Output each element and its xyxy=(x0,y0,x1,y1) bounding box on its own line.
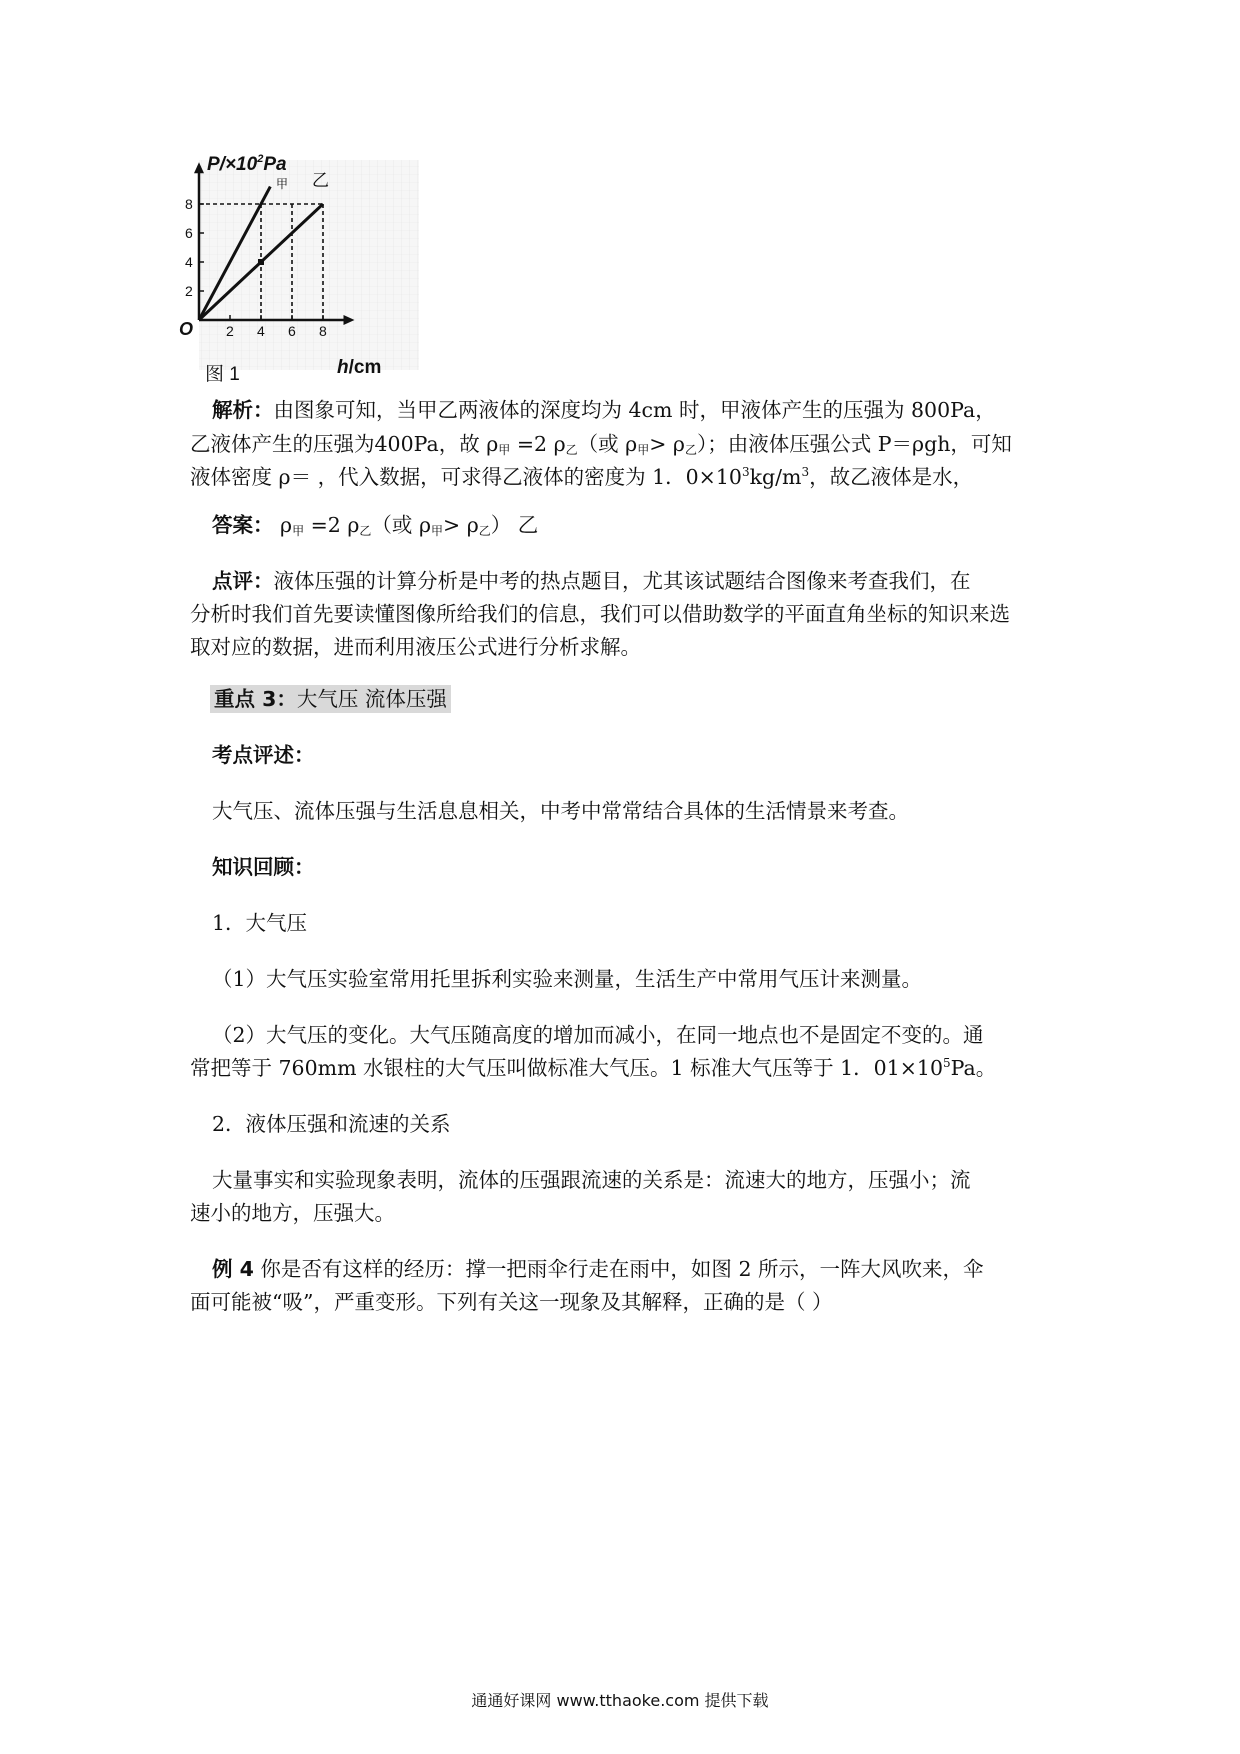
series-label-yi: 乙 xyxy=(312,171,329,190)
y-axis-title: $P/\times 10^2Pa$ xyxy=(207,153,287,175)
y-tick-label: 2 xyxy=(185,283,193,299)
analysis-label: 解析： xyxy=(212,398,274,422)
comment-line-1: 点评：液体压强的计算分析是中考的热点题目，尤其该试题结合图像来考查我们，在 xyxy=(212,569,971,593)
example-line-1: 例 4 你是否有这样的经历：撑一把雨伞行走在雨中，如图 2 所示，一阵大风吹来，伞 xyxy=(212,1257,984,1281)
y-tick-label: 8 xyxy=(185,196,193,212)
y-tick-label: 4 xyxy=(185,254,193,270)
analysis-line-3: 液体密度 ρ＝ ，代入数据，可求得乙液体的密度为 1．$0\times 10^3kg/m^3$，故乙液体是水， xyxy=(190,465,974,489)
knowledge-heading: 知识回顾： xyxy=(212,855,315,879)
item-2-line-2: 速小的地方，压强大。 xyxy=(190,1201,395,1225)
page-footer: 通通好课网 www.tthaoke.com 提供下载 xyxy=(471,1691,769,1710)
origin-label: O xyxy=(179,319,194,339)
y-tick-label: 6 xyxy=(185,225,193,241)
x-tick-label: 2 xyxy=(226,323,234,339)
section-heading: 重点 3：大气压 流体压强 xyxy=(210,684,451,714)
analysis-line-1: 解析：由图象可知，当甲乙两液体的深度均为 4cm 时，甲液体产生的压强为 800Pa， xyxy=(212,398,996,422)
item-1-2-line-2: 常把等于 760mm 水银柱的大气压叫做标准大气压。1 标准大气压等于 1．$01\times 10^5Pa$。 xyxy=(190,1056,997,1080)
data-point-marker xyxy=(258,259,264,265)
answer-line: 答案： $\rho_甲 =2$ $\rho_乙$（或 $\rho_甲> \rho_乙$） 乙 xyxy=(212,513,539,538)
review-text: 大气压、流体压强与生活息息相关，中考中常常结合具体的生活情景来考查。 xyxy=(212,799,909,823)
figure-caption: 图 1 xyxy=(205,364,240,385)
example-label: 例 4 xyxy=(212,1257,254,1281)
item-1-heading: 1．大气压 xyxy=(212,911,308,935)
x-tick-label: 8 xyxy=(319,323,327,339)
review-heading: 考点评述： xyxy=(212,743,315,767)
item-2-heading: 2．液体压强和流速的关系 xyxy=(212,1112,451,1136)
x-axis-title: h/cm xyxy=(337,357,382,378)
series-label-jia: 甲 xyxy=(276,177,289,191)
comment-label: 点评： xyxy=(212,569,274,593)
answer-label: 答案： xyxy=(212,513,274,537)
figure-1-chart xyxy=(179,150,445,400)
comment-line-2: 分析时我们首先要读懂图像所给我们的信息，我们可以借助数学的平面直角坐标的知识来选 xyxy=(190,602,1010,626)
example-line-2: 面可能被“吸”，严重变形。下列有关这一现象及其解释，正确的是（ ） xyxy=(190,1290,833,1314)
comment-line-3: 取对应的数据，进而利用液压公式进行分析求解。 xyxy=(190,635,641,659)
item-2-line-1: 大量事实和实验现象表明，流体的压强跟流速的关系是：流速大的地方，压强小；流 xyxy=(212,1168,971,1192)
x-tick-label: 4 xyxy=(257,323,265,339)
x-tick-label: 6 xyxy=(288,323,296,339)
item-1-2-line-1: （2）大气压的变化。大气压随高度的增加而减小，在同一地点也不是固定不变的。通 xyxy=(212,1023,984,1047)
item-1-1: （1）大气压实验室常用托里拆利实验来测量，生活生产中常用气压计来测量。 xyxy=(212,967,923,991)
analysis-line-2: 乙液体产生的压强为400Pa，故 $\rho_甲 =2$ $\rho_乙$（或 $\rho_甲> \rho_乙$）；由液体压强公式 P＝ρgh，可知 xyxy=(190,432,1012,457)
